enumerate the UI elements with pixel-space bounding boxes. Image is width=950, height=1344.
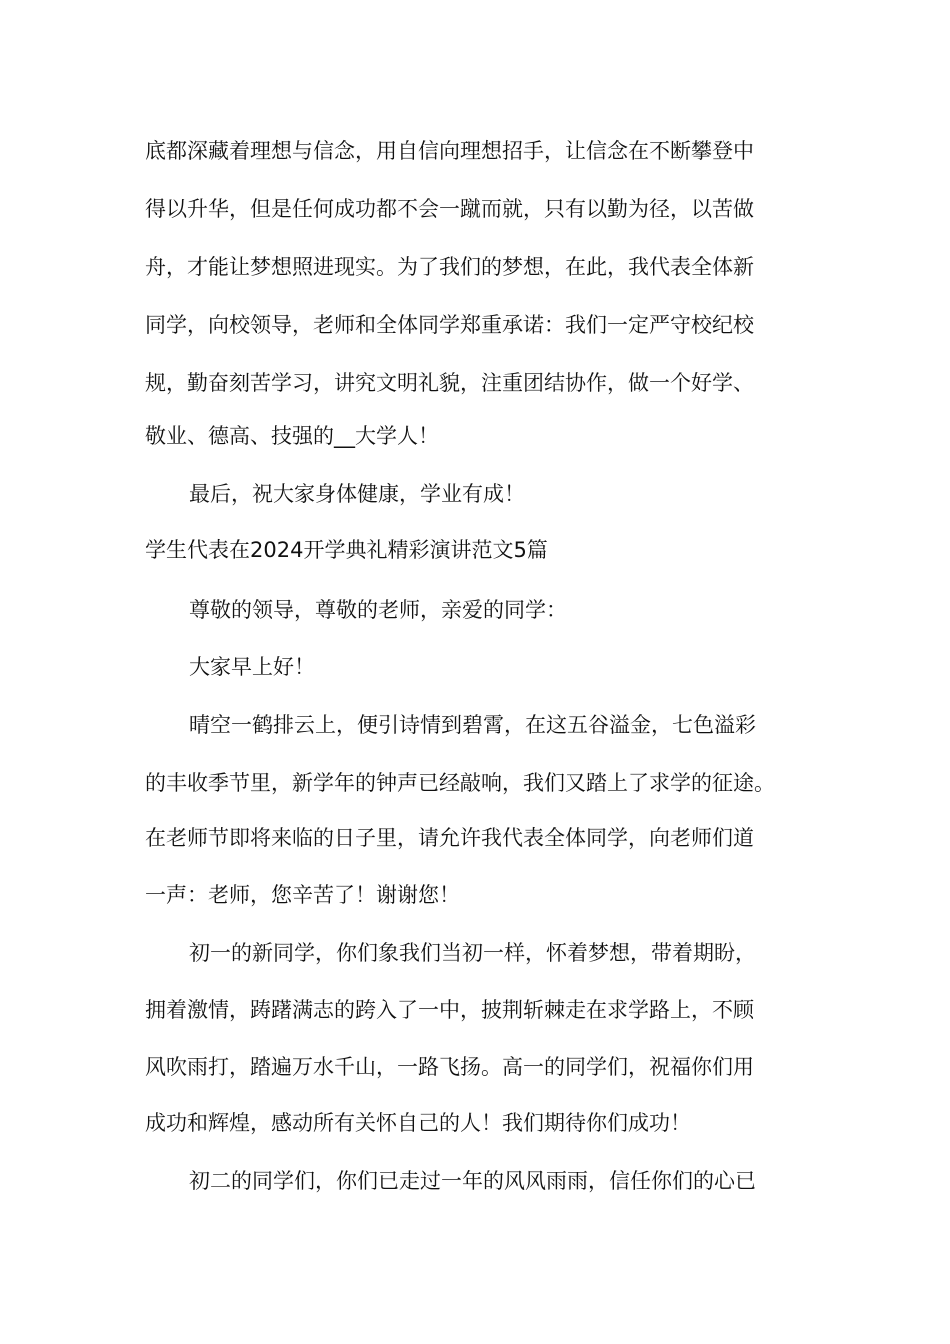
body-text-line: 的丰收季节里，新学年的钟声已经敲响，我们又踏上了求学的征途。 — [145, 771, 775, 795]
body-text-line: 规，勤奋刻苦学习，讲究文明礼貌，注重团结协作，做一个好学、 — [145, 371, 754, 395]
body-text-line: 风吹雨打，踏遍万水千山，一路飞扬。高一的同学们，祝福你们用 — [145, 1055, 754, 1079]
paragraph-start: 初一的新同学，你们象我们当初一样，怀着梦想，带着期盼， — [189, 941, 756, 965]
body-text-line: 在老师节即将来临的日子里，请允许我代表全体同学，向老师们道 — [145, 826, 754, 850]
body-text-line: 一声：老师，您辛苦了！谢谢您！ — [145, 883, 460, 907]
closing-paragraph: 最后，祝大家身体健康，学业有成！ — [189, 482, 525, 506]
body-text-line: 得以升华，但是任何成功都不会一蹴而就，只有以勤为径，以苦做 — [145, 197, 754, 221]
body-text-line: 成功和辉煌，感动所有关怀自己的人！我们期待你们成功！ — [145, 1111, 691, 1135]
greeting: 大家早上好！ — [189, 655, 315, 679]
section-title: 学生代表在2024开学典礼精彩演讲范文5篇 — [145, 538, 548, 562]
body-text-line: 同学，向校领导，老师和全体同学郑重承诺：我们一定严守校纪校 — [145, 313, 754, 337]
paragraph-start: 晴空一鹤排云上，便引诗情到碧霄，在这五谷溢金，七色溢彩 — [189, 713, 756, 737]
salutation: 尊敬的领导，尊敬的老师，亲爱的同学： — [189, 598, 567, 622]
body-text-line: 拥着激情，踌躇满志的跨入了一中，披荆斩棘走在求学路上，不顾 — [145, 998, 754, 1022]
body-text-line: 底都深藏着理想与信念，用自信向理想招手，让信念在不断攀登中 — [145, 139, 754, 163]
body-text-line: 舟，才能让梦想照进现实。为了我们的梦想，在此，我代表全体新 — [145, 255, 754, 279]
body-text-line: 敬业、德高、技强的__大学人！ — [145, 424, 439, 448]
paragraph-start: 初二的同学们，你们已走过一年的风风雨雨，信任你们的心已 — [189, 1169, 756, 1193]
